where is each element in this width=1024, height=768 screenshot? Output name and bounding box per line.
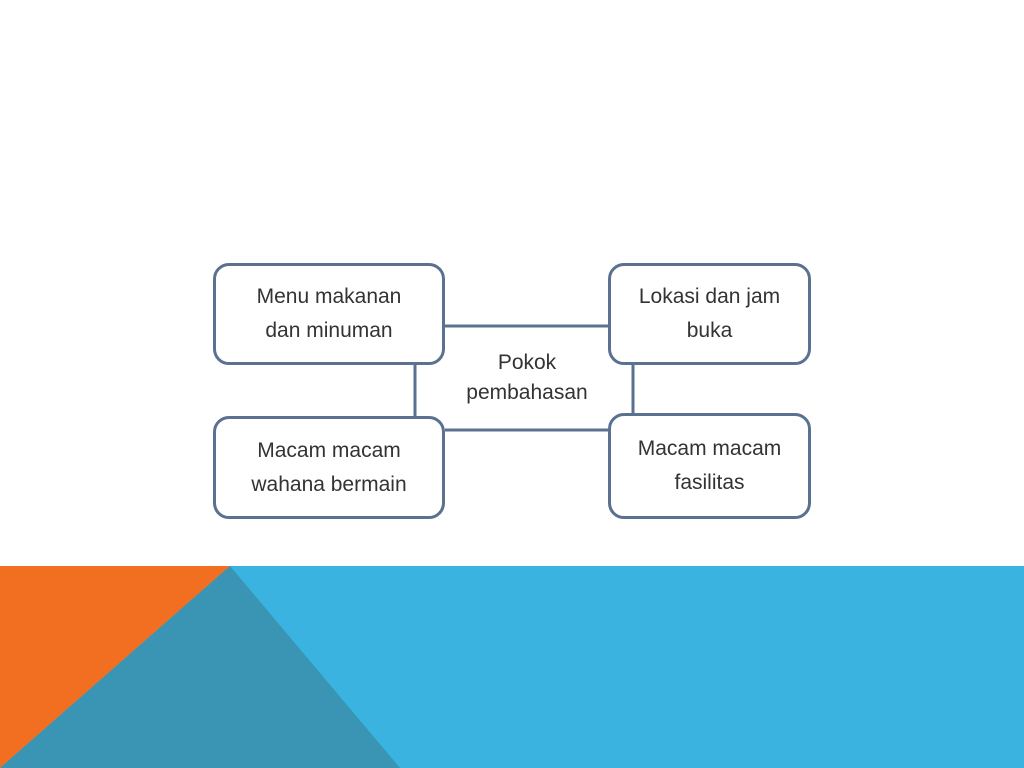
- center-topic-label: Pokok pembahasan: [466, 351, 588, 404]
- node-label: Macam macam wahana bermain: [251, 438, 407, 496]
- node-lokasi-jam-buka: [608, 263, 811, 365]
- node-label: Macam macam fasilitas: [637, 437, 782, 494]
- node-label: Lokasi dan jam buka: [638, 285, 781, 342]
- node-menu-makanan: [213, 263, 445, 365]
- node-label: Menu makanan dan minuman: [256, 285, 402, 342]
- node-fasilitas: [608, 413, 811, 519]
- node-wahana-bermain: [213, 416, 445, 519]
